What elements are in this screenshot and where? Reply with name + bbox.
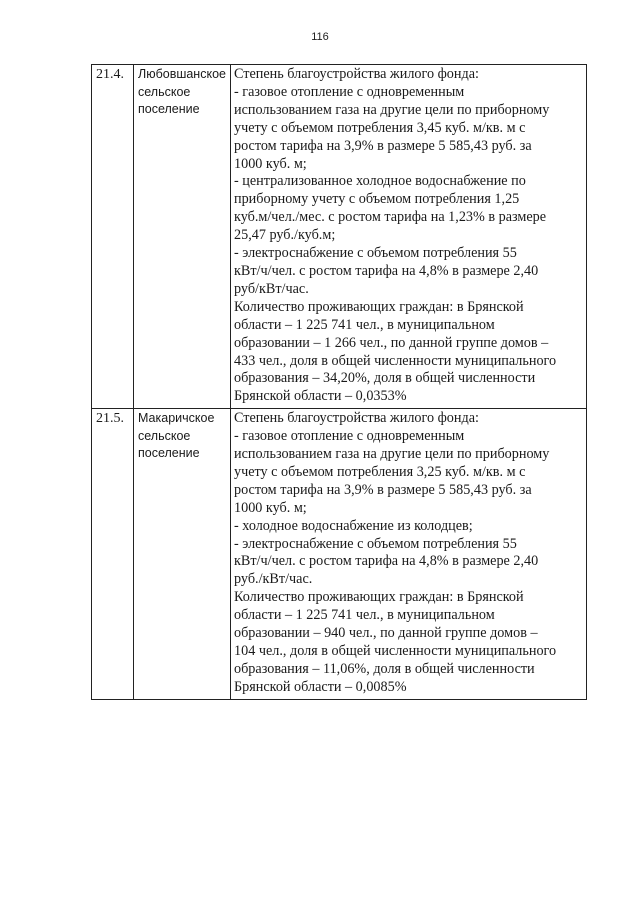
description-line: 1000 куб. м;	[234, 499, 307, 516]
description-line: учету с объемом потребления 3,25 куб. м/кв. м с	[234, 463, 526, 480]
description-line: Количество проживающих граждан: в Брянской	[234, 298, 524, 315]
description-line: использованием газа на другие цели по приборному	[234, 446, 550, 463]
description-line: Количество проживающих граждан: в Брянской	[234, 589, 524, 606]
description-line: - холодное водоснабжение из колодцев;	[234, 517, 473, 534]
settlement-name-line: сельское	[138, 428, 191, 443]
description-line: куб.м/чел./мес. с ростом тарифа на 1,23% в размере	[234, 209, 547, 226]
tariff-table	[91, 64, 587, 700]
settlement-description	[231, 65, 587, 409]
settlement-name-line: поселение	[138, 446, 200, 461]
row-number: 21.5.	[92, 409, 134, 700]
description-line: образования – 34,20%, доля в общей численности	[234, 370, 536, 387]
description-line: области – 1 225 741 чел., в муниципальном	[234, 607, 495, 624]
settlement-name	[134, 409, 231, 700]
settlement-name-line: поселение	[138, 102, 200, 116]
settlement-name	[134, 65, 231, 409]
settlement-description	[231, 409, 587, 700]
description-line: руб./кВт/час.	[234, 571, 313, 588]
settlement-name-line: сельское	[138, 84, 191, 99]
description-line: - электроснабжение с объемом потребления 55	[234, 535, 517, 552]
description-line: использованием газа на другие цели по приборному	[234, 101, 550, 118]
table-row	[92, 65, 587, 409]
description-line: - газовое отопление с одновременным	[234, 83, 465, 100]
description-line: 433 чел., доля в общей численности муниципального	[234, 352, 557, 369]
description-line: - централизованное холодное водоснабжение по	[234, 173, 526, 190]
description-line: 25,47 руб./куб.м;	[234, 227, 336, 244]
row-number: 21.4.	[92, 65, 134, 409]
description-line: ростом тарифа на 3,9% в размере 5 585,43 руб. за	[234, 137, 532, 154]
description-line: 104 чел., доля в общей численности муниципального	[234, 643, 557, 659]
description-line: образовании – 1 266 чел., по данной группе домов –	[234, 334, 549, 351]
description-line: приборному учету с объемом потребления 1,25	[234, 191, 520, 208]
description-line: образования – 11,06%, доля в общей численности	[234, 660, 535, 677]
table-row	[92, 409, 587, 700]
description-line: - электроснабжение с объемом потребления 55	[234, 245, 517, 262]
page-number: 116	[311, 31, 329, 43]
settlement-name-line: Макаричское	[138, 411, 215, 426]
description-line: 1000 куб. м;	[234, 155, 307, 172]
description-line: области – 1 225 741 чел., в муниципальном	[234, 316, 495, 333]
description-line: кВт/ч/чел. с ростом тарифа на 4,8% в размере 2,40	[234, 553, 539, 570]
description-line: Степень благоустройства жилого фонда:	[234, 66, 479, 82]
description-line: руб/кВт/час.	[234, 280, 309, 297]
description-line: кВт/ч/чел. с ростом тарифа на 4,8% в размере 2,40	[234, 262, 539, 279]
description-line: Брянской области – 0,0353%	[234, 388, 407, 405]
description-line: Степень благоустройства жилого фонда:	[234, 410, 479, 427]
description-line: образовании – 940 чел., по данной группе домов –	[234, 625, 538, 642]
description-line: - газовое отопление с одновременным	[234, 428, 465, 445]
description-line: Брянской области – 0,0085%	[234, 678, 407, 695]
description-line: учету с объемом потребления 3,45 куб. м/кв. м с	[234, 119, 526, 136]
description-line: ростом тарифа на 3,9% в размере 5 585,43 руб. за	[234, 481, 532, 498]
settlement-name-line: Любовшанское	[138, 67, 226, 81]
